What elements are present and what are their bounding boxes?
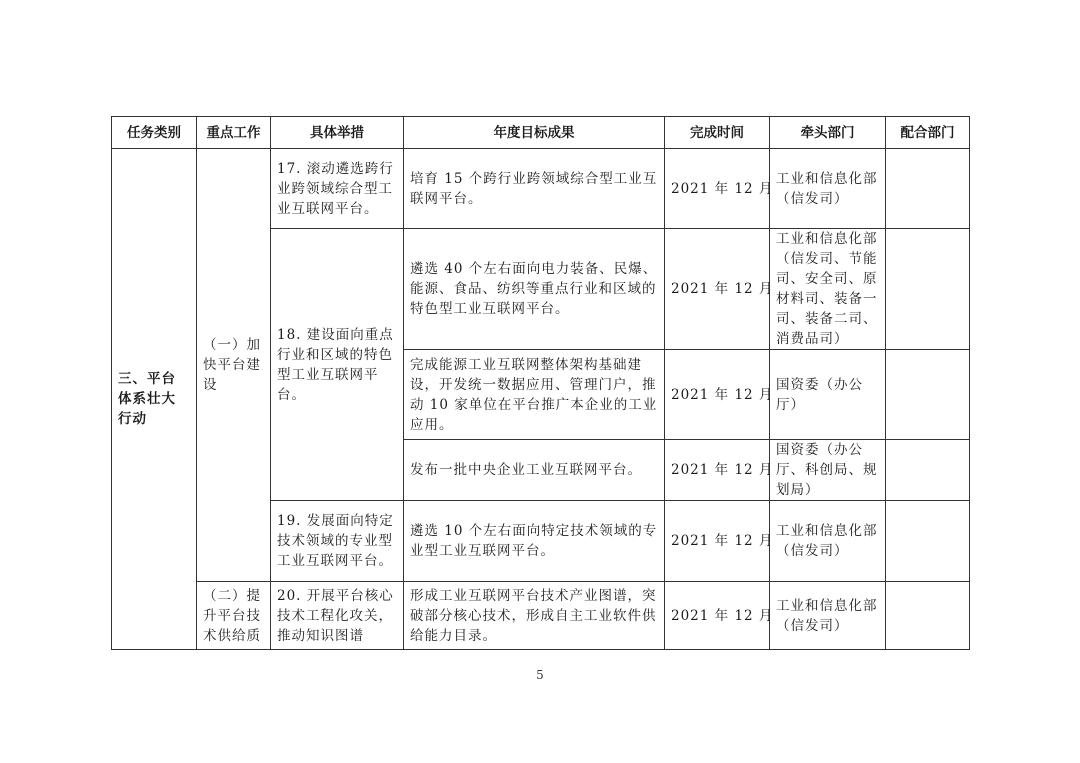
lead-dept-cell: 工业和信息化部（信发司）	[770, 501, 886, 582]
measure-cell: 20. 开展平台核心技术工程化攻关，推动知识图谱	[271, 582, 404, 650]
lead-dept-cell: 工业和信息化部（信发司）	[770, 582, 886, 650]
lead-dept-cell: 国资委（办公厅）	[770, 350, 886, 440]
lead-dept-cell: 国资委（办公厅、科创局、规划局）	[770, 440, 886, 501]
action-plan-table	[111, 116, 970, 650]
target-cell: 完成能源工业互联网整体架构基础建设，开发统一数据应用、管理门户，推动 10 家单位在平台推广本企业的工业应用。	[404, 350, 665, 440]
coop-dept-cell	[886, 229, 970, 350]
target-cell: 遴选 10 个左右面向特定技术领域的专业型工业互联网平台。	[404, 501, 665, 582]
target-cell: 发布一批中央企业工业互联网平台。	[404, 440, 665, 501]
measure-cell: 19. 发展面向特定技术领域的专业型工业互联网平台。	[271, 501, 404, 582]
target-cell: 形成工业互联网平台技术产业图谱，突破部分核心技术，形成自主工业软件供给能力目录。	[404, 582, 665, 650]
header-task-category: 任务类别	[112, 117, 197, 149]
header-lead-department: 牵头部门	[770, 117, 886, 149]
table-row	[112, 582, 970, 650]
coop-dept-cell	[886, 582, 970, 650]
time-cell: 2021 年 12 月	[665, 582, 770, 650]
measure-cell: 18. 建设面向重点行业和区域的特色型工业互联网平台。	[271, 229, 404, 501]
key-work-cell: （一）加快平台建设	[197, 149, 271, 582]
time-cell: 2021 年 12 月	[665, 229, 770, 350]
time-cell: 2021 年 12 月	[665, 501, 770, 582]
time-cell: 2021 年 12 月	[665, 149, 770, 229]
header-completion-time: 完成时间	[665, 117, 770, 149]
target-cell: 遴选 40 个左右面向电力装备、民爆、能源、食品、纺织等重点行业和区域的特色型工业互联网平台。	[404, 229, 665, 350]
table-row	[112, 149, 970, 229]
lead-dept-cell: 工业和信息化部（信发司、节能司、安全司、原材料司、装备一司、装备二司、消费品司）	[770, 229, 886, 350]
target-cell: 培育 15 个跨行业跨领域综合型工业互联网平台。	[404, 149, 665, 229]
header-annual-target: 年度目标成果	[404, 117, 665, 149]
time-cell: 2021 年 12 月	[665, 440, 770, 501]
coop-dept-cell	[886, 440, 970, 501]
key-work-cell: （二）提升平台技术供给质	[197, 582, 271, 650]
coop-dept-cell	[886, 149, 970, 229]
measure-cell: 17. 滚动遴选跨行业跨领域综合型工业互联网平台。	[271, 149, 404, 229]
time-cell: 2021 年 12 月	[665, 350, 770, 440]
task-category-cell: 三、平台体系壮大行动	[112, 149, 197, 650]
coop-dept-cell	[886, 501, 970, 582]
header-measures: 具体举措	[271, 117, 404, 149]
lead-dept-cell: 工业和信息化部（信发司）	[770, 149, 886, 229]
header-key-work: 重点工作	[197, 117, 271, 149]
header-coop-department: 配合部门	[886, 117, 970, 149]
page-number: 5	[536, 668, 544, 682]
coop-dept-cell	[886, 350, 970, 440]
table-header-row	[112, 117, 970, 149]
